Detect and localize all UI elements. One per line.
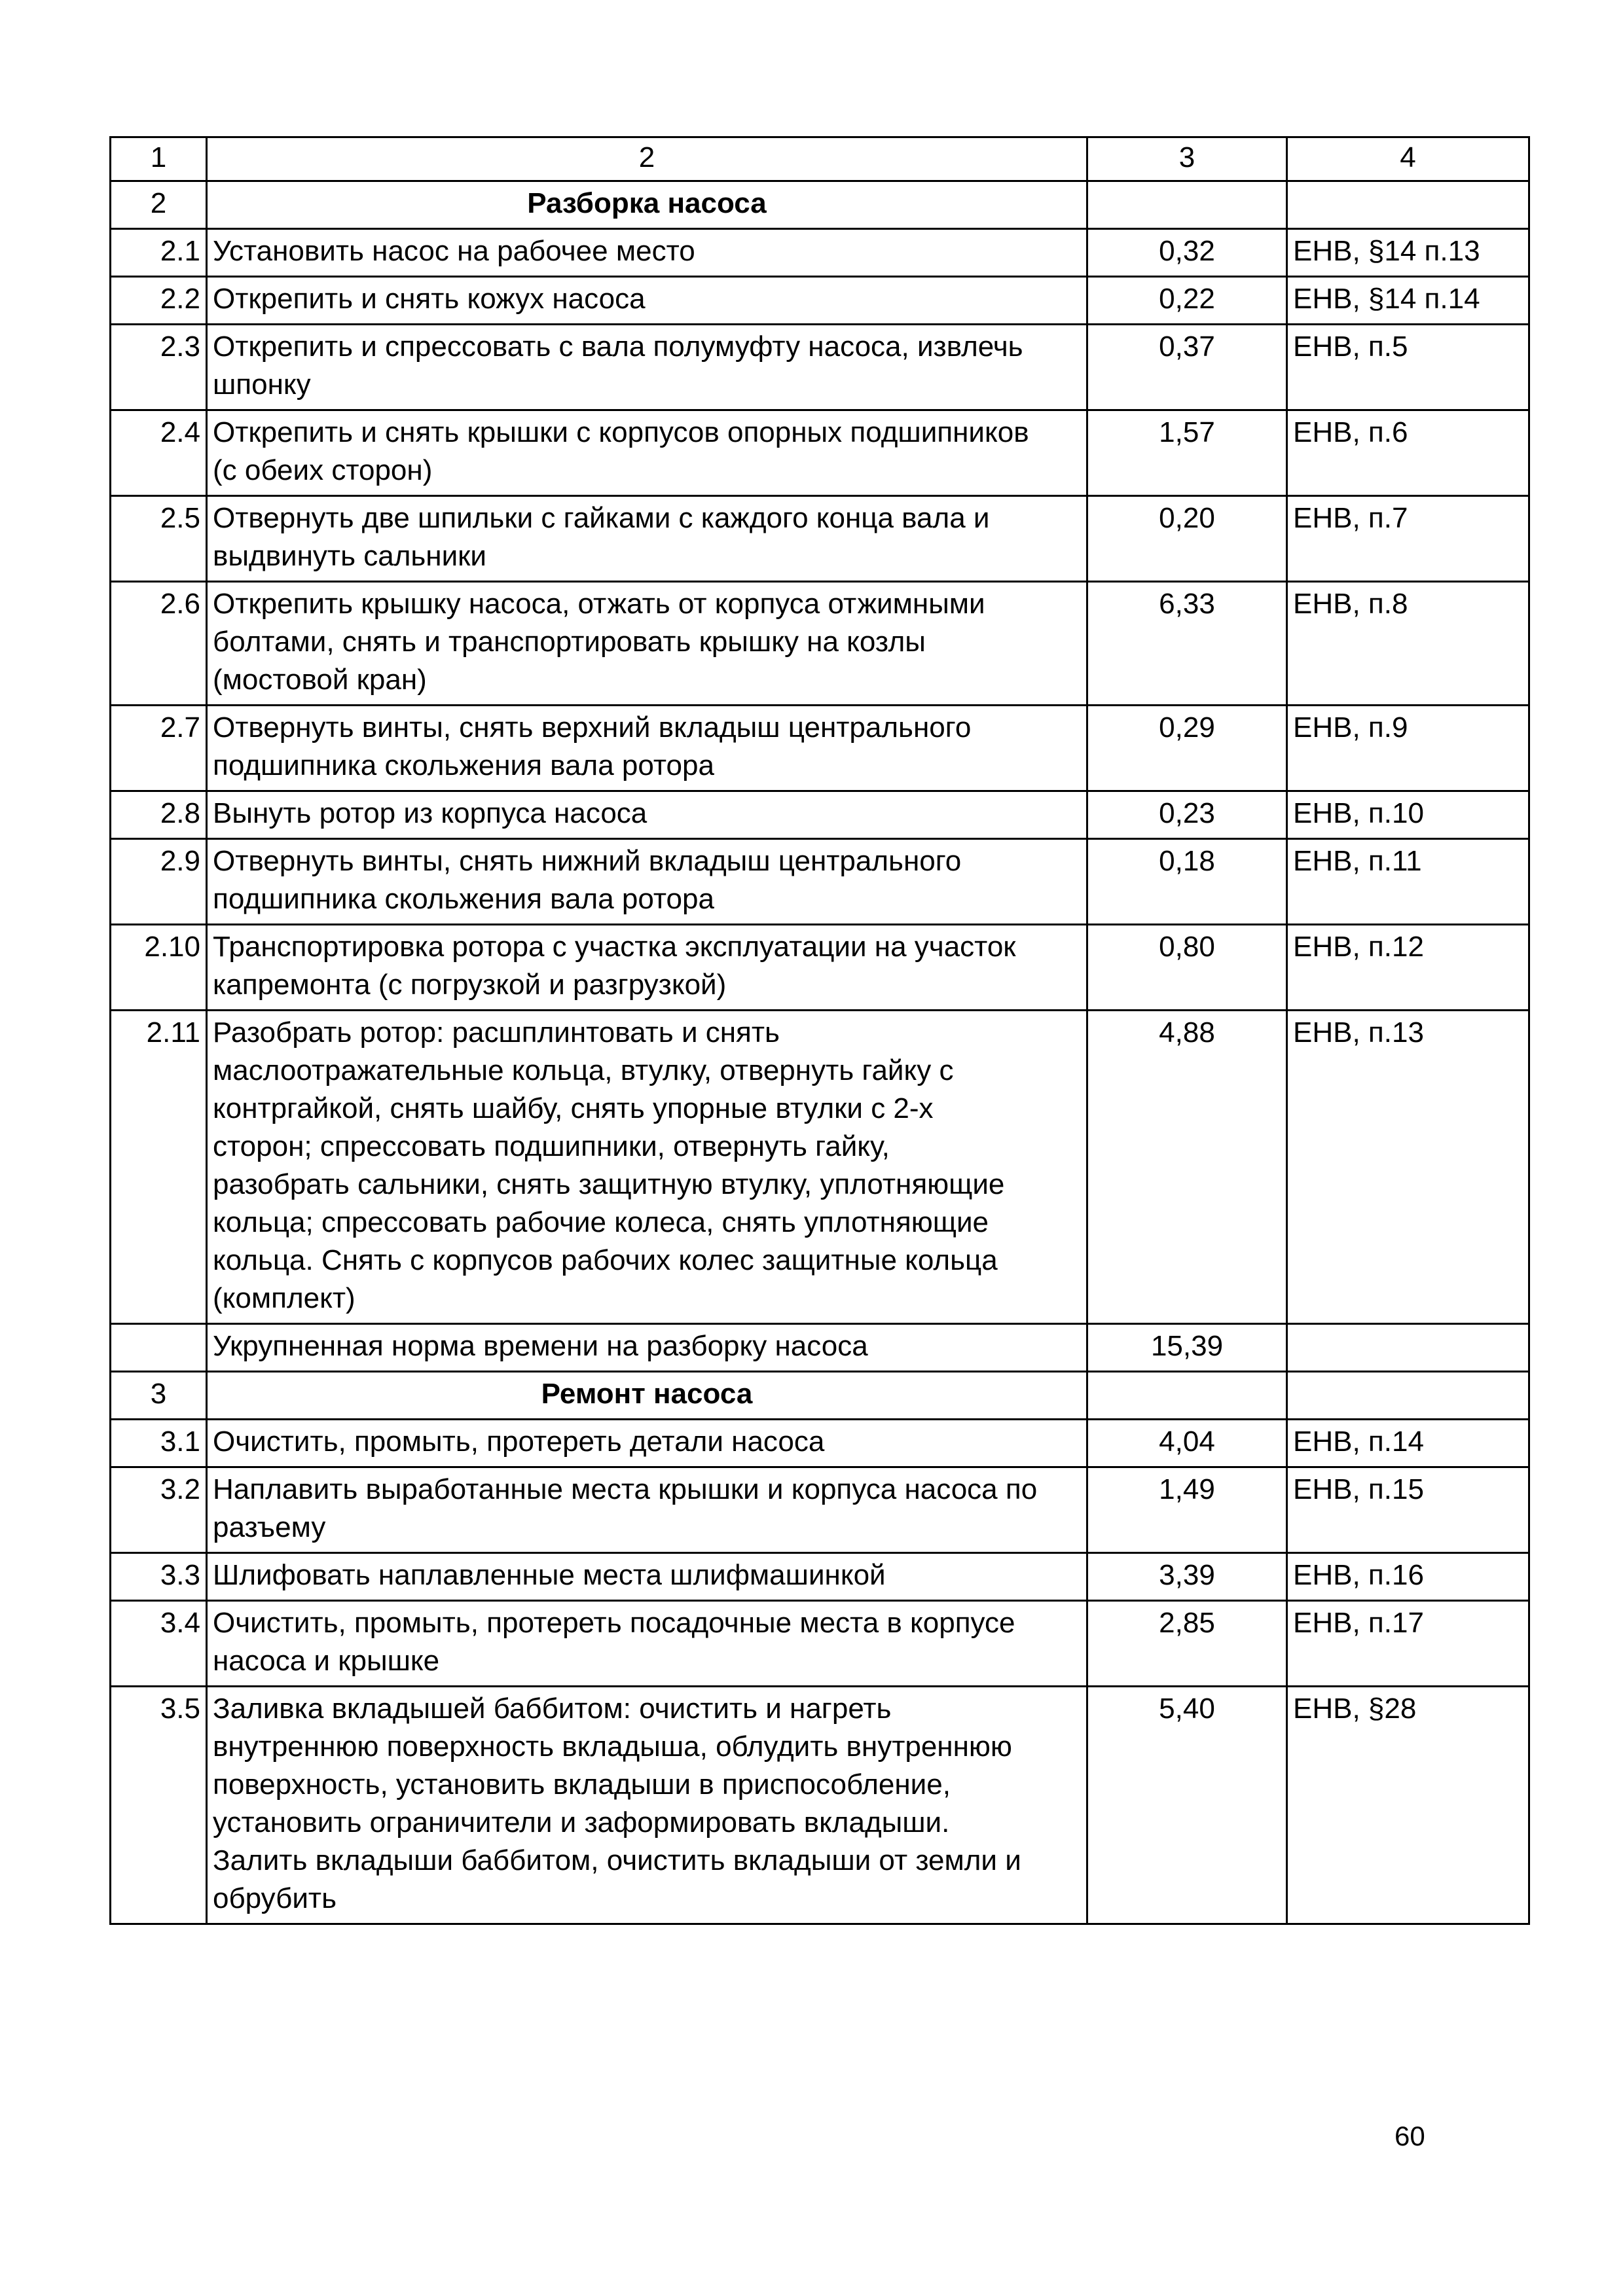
item-number: 2.10 xyxy=(111,925,207,1011)
column-number-cell: 1 xyxy=(111,137,207,181)
item-time-value: 0,20 xyxy=(1087,496,1287,582)
table-row xyxy=(111,1420,1529,1467)
item-time-value: 2,85 xyxy=(1087,1601,1287,1687)
item-description: Вынуть ротор из корпуса насоса xyxy=(207,791,1087,839)
table-row xyxy=(111,1467,1529,1553)
item-number: 2.9 xyxy=(111,839,207,925)
empty-cell xyxy=(1287,1372,1529,1420)
item-reference: ЕНВ, п.5 xyxy=(1287,325,1529,410)
item-reference: ЕНВ, п.11 xyxy=(1287,839,1529,925)
item-description: Отвернуть винты, снять верхний вкладыш центрального подшипника скольжения вала ротора xyxy=(207,706,1087,791)
empty-cell xyxy=(1287,1324,1529,1372)
item-description: Очистить, промыть, протереть детали насоса xyxy=(207,1420,1087,1467)
item-reference: ЕНВ, §28 xyxy=(1287,1687,1529,1924)
item-number: 2.6 xyxy=(111,582,207,706)
item-number: 2.8 xyxy=(111,791,207,839)
item-time-value: 1,49 xyxy=(1087,1467,1287,1553)
item-time-value: 1,57 xyxy=(1087,410,1287,496)
item-description: Отвернуть две шпильки с гайками с каждого конца вала и выдвинуть сальники xyxy=(207,496,1087,582)
item-description: Разобрать ротор: расшплинтовать и снять маслоотражательные кольца, втулку, отвернуть гайку с контргайкой, снять шайбу, снять упорные втулки с 2-х сторон; спрессовать подшипники, отвернуть гайку, разобрать сальники, снять защитную втулку, уплотняющие кольца; спрессовать рабочие колеса, снять уплотняющие кольца. Снять с корпусов рабочих колес защитные кольца (комплект) xyxy=(207,1011,1087,1324)
total-value: 15,39 xyxy=(1087,1324,1287,1372)
section-title: Разборка насоса xyxy=(207,181,1087,229)
table-row xyxy=(111,791,1529,839)
item-number: 2.2 xyxy=(111,277,207,325)
item-reference: ЕНВ, п.13 xyxy=(1287,1011,1529,1324)
item-description: Открепить и снять крышки с корпусов опорных подшипников (с обеих сторон) xyxy=(207,410,1087,496)
table-row xyxy=(111,706,1529,791)
table-row xyxy=(111,582,1529,706)
table-row xyxy=(111,839,1529,925)
item-time-value: 0,23 xyxy=(1087,791,1287,839)
column-number-cell: 2 xyxy=(207,137,1087,181)
item-description: Открепить крышку насоса, отжать от корпуса отжимными болтами, снять и транспортировать крышку на козлы (мостовой кран) xyxy=(207,582,1087,706)
item-number: 2.1 xyxy=(111,229,207,277)
total-row xyxy=(111,1324,1529,1372)
item-number: 2.11 xyxy=(111,1011,207,1324)
column-number-row xyxy=(111,137,1529,181)
item-number: 3.5 xyxy=(111,1687,207,1924)
section-number: 2 xyxy=(111,181,207,229)
item-reference: ЕНВ, п.6 xyxy=(1287,410,1529,496)
item-time-value: 5,40 xyxy=(1087,1687,1287,1924)
item-description: Заливка вкладышей баббитом: очистить и нагреть внутреннюю поверхность вкладыша, облудить внутреннюю поверхность, установить вкладыши в приспособление, установить ограничители и заформировать вкладыши. Залить вкладыши баббитом, очистить вкладыши от земли и обрубить xyxy=(207,1687,1087,1924)
item-reference: ЕНВ, п.14 xyxy=(1287,1420,1529,1467)
item-time-value: 3,39 xyxy=(1087,1553,1287,1601)
item-reference: ЕНВ, п.10 xyxy=(1287,791,1529,839)
section-title: Ремонт насоса xyxy=(207,1372,1087,1420)
item-description: Наплавить выработанные места крышки и корпуса насоса по разъему xyxy=(207,1467,1087,1553)
item-description: Установить насос на рабочее место xyxy=(207,229,1087,277)
item-reference: ЕНВ, §14 п.14 xyxy=(1287,277,1529,325)
item-time-value: 6,33 xyxy=(1087,582,1287,706)
page-number: 60 xyxy=(1395,2121,1425,2151)
item-reference: ЕНВ, п.8 xyxy=(1287,582,1529,706)
item-time-value: 0,80 xyxy=(1087,925,1287,1011)
section-number: 3 xyxy=(111,1372,207,1420)
table-row xyxy=(111,229,1529,277)
table-row xyxy=(111,277,1529,325)
item-time-value: 0,22 xyxy=(1087,277,1287,325)
item-reference: ЕНВ, п.7 xyxy=(1287,496,1529,582)
item-time-value: 4,88 xyxy=(1087,1011,1287,1324)
item-number: 3.4 xyxy=(111,1601,207,1687)
table-row xyxy=(111,1601,1529,1687)
section-heading-row xyxy=(111,1372,1529,1420)
table-row xyxy=(111,325,1529,410)
section-heading-row xyxy=(111,181,1529,229)
table-row xyxy=(111,410,1529,496)
empty-cell xyxy=(1087,1372,1287,1420)
item-number: 3.1 xyxy=(111,1420,207,1467)
empty-cell xyxy=(111,1324,207,1372)
item-reference: ЕНВ, п.17 xyxy=(1287,1601,1529,1687)
item-number: 2.3 xyxy=(111,325,207,410)
table-body xyxy=(111,137,1529,1924)
item-reference: ЕНВ, п.9 xyxy=(1287,706,1529,791)
empty-cell xyxy=(1287,181,1529,229)
table-row xyxy=(111,496,1529,582)
item-time-value: 0,29 xyxy=(1087,706,1287,791)
item-reference: ЕНВ, п.15 xyxy=(1287,1467,1529,1553)
total-label: Укрупненная норма времени на разборку насоса xyxy=(207,1324,1087,1372)
item-number: 3.3 xyxy=(111,1553,207,1601)
table-row xyxy=(111,1553,1529,1601)
item-reference: ЕНВ, п.12 xyxy=(1287,925,1529,1011)
work-norms-table xyxy=(109,136,1530,1925)
item-reference: ЕНВ, п.16 xyxy=(1287,1553,1529,1601)
item-description: Отвернуть винты, снять нижний вкладыш центрального подшипника скольжения вала ротора xyxy=(207,839,1087,925)
item-description: Очистить, промыть, протереть посадочные места в корпусе насоса и крышке xyxy=(207,1601,1087,1687)
item-description: Шлифовать наплавленные места шлифмашинкой xyxy=(207,1553,1087,1601)
item-number: 2.5 xyxy=(111,496,207,582)
item-description: Открепить и спрессовать с вала полумуфту насоса, извлечь шпонку xyxy=(207,325,1087,410)
table-row xyxy=(111,1687,1529,1924)
column-number-cell: 4 xyxy=(1287,137,1529,181)
item-time-value: 0,32 xyxy=(1087,229,1287,277)
item-time-value: 0,18 xyxy=(1087,839,1287,925)
item-number: 3.2 xyxy=(111,1467,207,1553)
item-time-value: 0,37 xyxy=(1087,325,1287,410)
item-number: 2.7 xyxy=(111,706,207,791)
table-row xyxy=(111,925,1529,1011)
table-row xyxy=(111,1011,1529,1324)
column-number-cell: 3 xyxy=(1087,137,1287,181)
item-reference: ЕНВ, §14 п.13 xyxy=(1287,229,1529,277)
empty-cell xyxy=(1087,181,1287,229)
item-description: Транспортировка ротора с участка эксплуатации на участок капремонта (с погрузкой и разгрузкой) xyxy=(207,925,1087,1011)
item-time-value: 4,04 xyxy=(1087,1420,1287,1467)
item-number: 2.4 xyxy=(111,410,207,496)
item-description: Открепить и снять кожух насоса xyxy=(207,277,1087,325)
